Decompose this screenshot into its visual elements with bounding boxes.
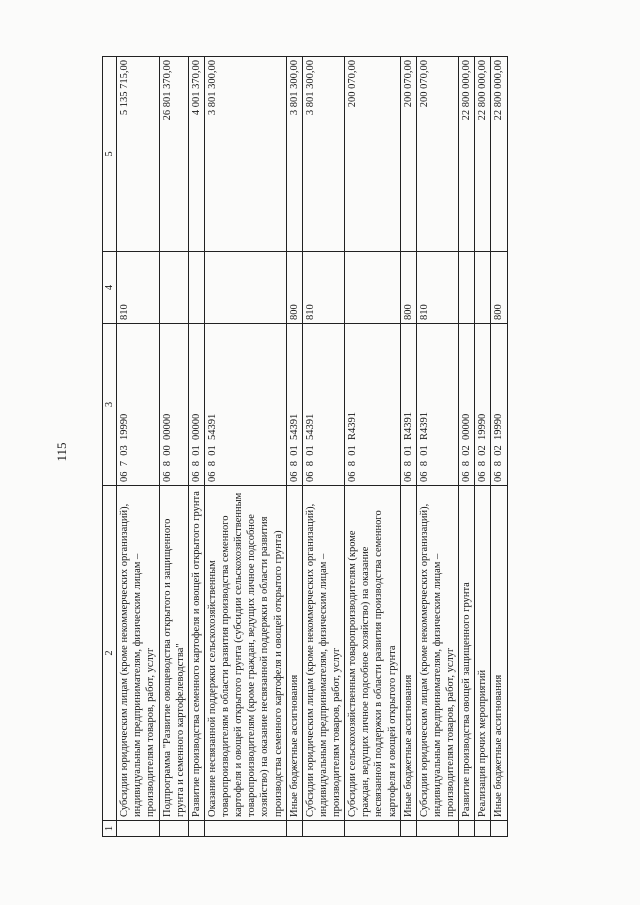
row-amount: 4 001 370,00 — [188, 57, 204, 252]
row-amount: 3 801 300,00 — [204, 57, 286, 252]
table-row — [204, 57, 286, 837]
row-code: 06 8 02 19990 — [475, 324, 491, 486]
row-name: Оказание несвязанной поддержки сельскохозяйственным товаропроизводителям в области развития производства семенного картофеля и овощей открытого грунта (субсидии сельскохозяйственным товаропроизводителям (кроме граждан, ведущих личное подсобное хозяйство) на оказание несвязанной поддержки в области развития производства семенного картофеля и овощей открытого грунта) — [204, 486, 286, 821]
table-row — [117, 57, 159, 837]
row-code: 06 8 02 00000 — [459, 324, 475, 486]
column-header: 3 — [103, 324, 117, 486]
budget-table — [102, 56, 508, 837]
row-name: Субсидии юридическим лицам (кроме некоммерческих организаций), индивидуальным предпринимателям, физическим лицам – производителям товаров, работ, услуг — [416, 486, 458, 821]
first-column-cell — [188, 821, 204, 837]
table-row — [416, 57, 458, 837]
first-column-cell — [416, 821, 458, 837]
row-amount: 200 070,00 — [345, 57, 401, 252]
row-name: Субсидии юридическим лицам (кроме некоммерческих организаций), индивидуальным предпринимателям, физическим лицам – производителям товаров, работ, услуг — [302, 486, 344, 821]
row-code: 06 8 01 00000 — [188, 324, 204, 486]
row-name: Субсидии сельскохозяйственным товаропроизводителям (кроме граждан, ведущих личное подсобное хозяйство) на оказание несвязанной поддержки в области развития производства семенного картофеля и овощей открытого грунта — [345, 486, 401, 821]
first-column-cell — [459, 821, 475, 837]
row-name: Иные бюджетные ассигнования — [491, 486, 507, 821]
column-header: 2 — [103, 486, 117, 821]
row-type: 810 — [302, 252, 344, 324]
table-row — [159, 57, 188, 837]
row-amount: 22 800 000,00 — [459, 57, 475, 252]
row-type: 800 — [400, 252, 416, 324]
row-amount: 3 801 300,00 — [302, 57, 344, 252]
row-type: 800 — [286, 252, 302, 324]
first-column-cell — [475, 821, 491, 837]
row-amount: 200 070,00 — [416, 57, 458, 252]
column-header: 1 — [103, 821, 117, 837]
row-name: Иные бюджетные ассигнования — [286, 486, 302, 821]
row-type — [204, 252, 286, 324]
table-body — [117, 57, 507, 837]
row-code: 06 8 01 R4391 — [400, 324, 416, 486]
row-amount: 26 801 370,00 — [159, 57, 188, 252]
row-type — [159, 252, 188, 324]
row-code: 06 8 01 R4391 — [345, 324, 401, 486]
row-code: 06 8 01 54391 — [302, 324, 344, 486]
first-column-cell — [286, 821, 302, 837]
table-row — [400, 57, 416, 837]
row-amount: 22 800 000,00 — [491, 57, 507, 252]
table-row — [491, 57, 507, 837]
first-column-cell — [345, 821, 401, 837]
row-name: Иные бюджетные ассигнования — [400, 486, 416, 821]
row-type: 810 — [416, 252, 458, 324]
rotated-table-container — [102, 57, 566, 837]
row-amount: 3 801 300,00 — [286, 57, 302, 252]
first-column-cell — [204, 821, 286, 837]
first-column-cell — [400, 821, 416, 837]
row-amount: 22 800 000,00 — [475, 57, 491, 252]
row-code: 06 7 03 19990 — [117, 324, 159, 486]
header-row — [103, 57, 117, 837]
row-type — [188, 252, 204, 324]
table-row — [475, 57, 491, 837]
row-name: Развитие производства овощей защищенного грунта — [459, 486, 475, 821]
first-column-cell — [117, 821, 159, 837]
page-number: 115 — [54, 442, 69, 462]
row-code: 06 8 01 54391 — [204, 324, 286, 486]
table-row — [302, 57, 344, 837]
first-column-cell — [491, 821, 507, 837]
table-row — [459, 57, 475, 837]
row-name: Реализация прочих мероприятий — [475, 486, 491, 821]
row-type — [345, 252, 401, 324]
row-type: 810 — [117, 252, 159, 324]
first-column-cell — [159, 821, 188, 837]
column-header: 5 — [103, 57, 117, 252]
row-name: Субсидии юридическим лицам (кроме некоммерческих организаций), индивидуальным предпринимателям, физическим лицам – производителям товаров, работ, услуг — [117, 486, 159, 821]
row-type: 800 — [491, 252, 507, 324]
column-header: 4 — [103, 252, 117, 324]
row-name: Подпрограмма "Развитие овощеводства открытого и защищенного грунта и семенного картофелеводства" — [159, 486, 188, 821]
row-amount: 200 070,00 — [400, 57, 416, 252]
table-row — [188, 57, 204, 837]
row-code: 06 8 01 54391 — [286, 324, 302, 486]
table-row — [345, 57, 401, 837]
row-code: 06 8 02 19990 — [491, 324, 507, 486]
first-column-cell — [302, 821, 344, 837]
row-code: 06 8 01 R4391 — [416, 324, 458, 486]
row-type — [475, 252, 491, 324]
table-row — [286, 57, 302, 837]
row-type — [459, 252, 475, 324]
row-amount: 5 135 715,00 — [117, 57, 159, 252]
row-name: Развитие производства семенного картофеля и овощей открытого грунта — [188, 486, 204, 821]
row-code: 06 8 00 00000 — [159, 324, 188, 486]
